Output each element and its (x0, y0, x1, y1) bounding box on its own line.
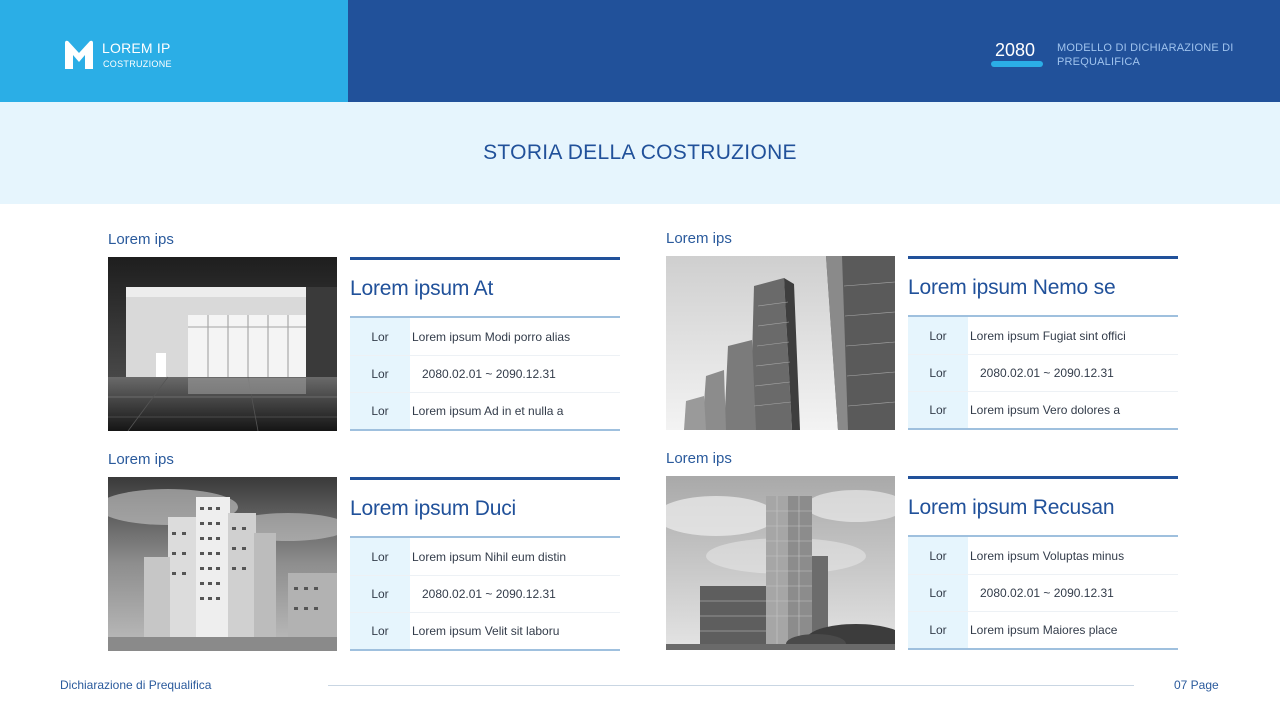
project-info-panel (350, 477, 620, 651)
row-key: Lor (908, 537, 968, 574)
page-number: 07 Page (1174, 678, 1219, 692)
row-value: Lorem ipsum Fugiat sint offici (970, 328, 1126, 343)
brand-panel (0, 0, 348, 102)
skyscrapers-photo (666, 256, 895, 430)
row-value: Lorem ipsum Voluptas minus (970, 548, 1125, 563)
project-card-2 (666, 230, 1178, 426)
info-row (350, 392, 620, 429)
info-table (908, 535, 1178, 650)
document-title: MODELLO DI DICHIARAZIONE DI PREQUALIFICA (1057, 42, 1234, 68)
m-logo-icon (63, 39, 95, 71)
info-row (350, 575, 620, 612)
brand-subtitle: COSTRUZIONE (103, 59, 172, 69)
modern-pavilion-photo (108, 257, 337, 431)
header-bar (0, 0, 1280, 102)
project-info-panel (350, 257, 620, 431)
info-row (350, 318, 620, 355)
row-value: Lorem ipsum Velit sit laboru (412, 624, 560, 638)
info-table (350, 316, 620, 431)
row-date-range: 2080.02.01 ~ 2090.12.31 (980, 366, 1114, 380)
row-value: Lorem ipsum Modi porro alias (412, 329, 571, 344)
row-date-range: 2080.02.01 ~ 2090.12.31 (422, 587, 556, 601)
info-row (908, 537, 1178, 574)
apartment-towers-photo (108, 477, 337, 651)
footer-divider (328, 685, 1134, 686)
project-heading: Lorem ipsum Recusan (908, 496, 1115, 519)
info-row (908, 391, 1178, 428)
project-info-panel (908, 476, 1178, 650)
card-label: Lorem ips (108, 231, 174, 248)
project-card-3 (108, 451, 620, 647)
project-card-4 (666, 450, 1178, 646)
info-row (350, 355, 620, 392)
row-key: Lor (908, 392, 968, 428)
card-label: Lorem ips (666, 450, 732, 467)
row-value: Lorem ipsum Ad in et nulla a (412, 404, 564, 418)
row-value: Lorem ipsum Nihil eum distin (412, 549, 567, 564)
card-label: Lorem ips (108, 451, 174, 468)
row-key: Lor (350, 576, 410, 612)
project-info-panel (908, 256, 1178, 430)
project-heading: Lorem ipsum Duci (350, 497, 517, 520)
row-key: Lor (908, 317, 968, 354)
info-row (908, 317, 1178, 354)
brand-name: LOREM IP (102, 40, 171, 56)
section-title: STORIA DELLA COSTRUZIONE (483, 141, 797, 164)
row-key: Lor (350, 538, 410, 575)
info-table (350, 536, 620, 651)
row-key: Lor (350, 356, 410, 392)
project-card-1 (108, 231, 620, 427)
row-key: Lor (908, 612, 968, 648)
info-row (350, 538, 620, 575)
info-row (908, 574, 1178, 611)
glass-tower-photo (666, 476, 895, 650)
row-value: Lorem ipsum Vero dolores a (970, 403, 1121, 417)
row-key: Lor (908, 575, 968, 611)
project-heading: Lorem ipsum At (350, 277, 494, 300)
footer-document-name: Dichiarazione di Prequalifica (60, 678, 212, 692)
row-date-range: 2080.02.01 ~ 2090.12.31 (422, 367, 556, 381)
row-key: Lor (350, 613, 410, 649)
row-key: Lor (908, 355, 968, 391)
header-year: 2080 (995, 40, 1036, 60)
info-table (908, 315, 1178, 430)
card-label: Lorem ips (666, 230, 732, 247)
year-underline (991, 61, 1043, 67)
row-date-range: 2080.02.01 ~ 2090.12.31 (980, 586, 1114, 600)
project-heading: Lorem ipsum Nemo se (908, 276, 1116, 299)
row-key: Lor (350, 393, 410, 429)
info-row (908, 611, 1178, 648)
row-value: Lorem ipsum Maiores place (970, 623, 1118, 637)
info-row (350, 612, 620, 649)
row-key: Lor (350, 318, 410, 355)
info-row (908, 354, 1178, 391)
